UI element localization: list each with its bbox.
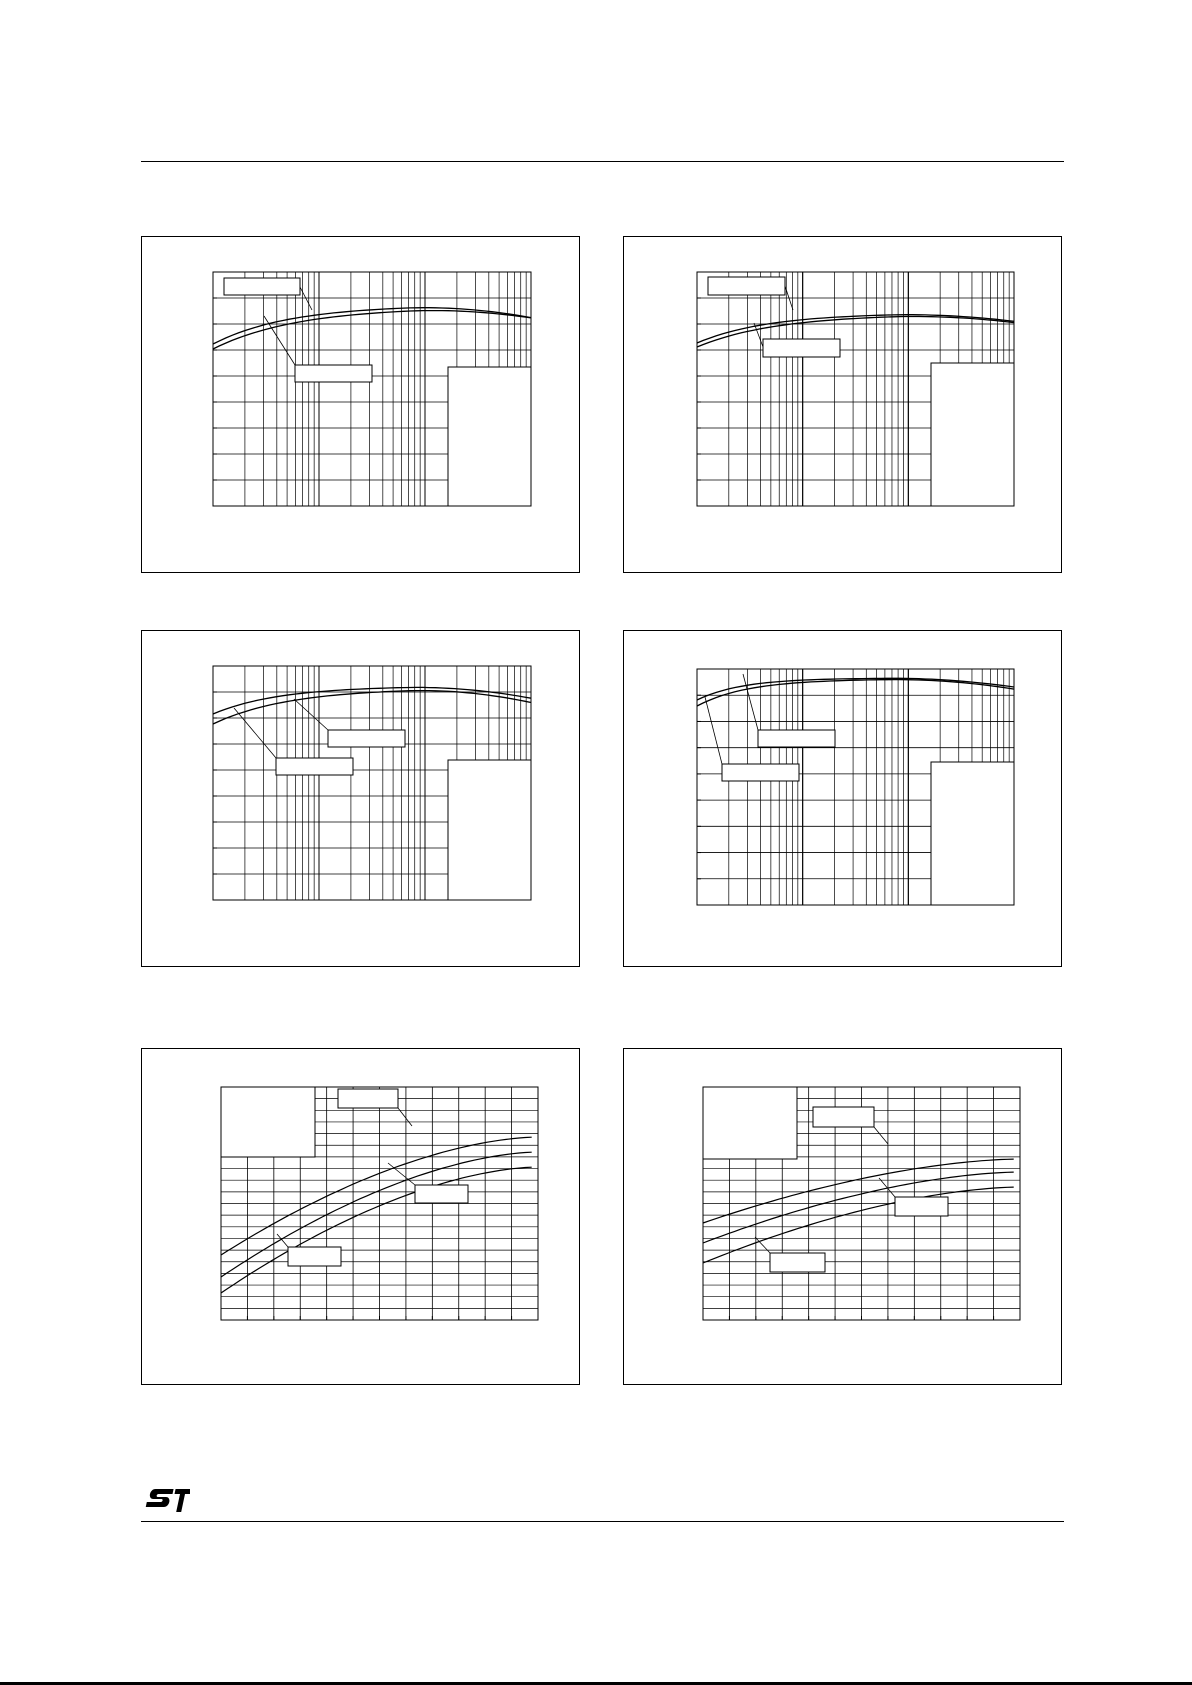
- st-logo: [144, 1487, 190, 1517]
- series-label-box-1: [338, 1089, 398, 1108]
- chart-panel-2: [623, 236, 1062, 573]
- series-label-box-1: [708, 277, 785, 295]
- header-rule: [141, 161, 1064, 162]
- legend-box: [931, 363, 1014, 506]
- chart-panel-4: [623, 630, 1062, 967]
- series-label-box-3: [288, 1247, 341, 1266]
- legend-box: [221, 1087, 315, 1157]
- legend-box: [448, 367, 531, 506]
- legend-box: [931, 762, 1014, 905]
- chart-panel-5: [141, 1048, 580, 1385]
- chart-panel-6: [623, 1048, 1062, 1385]
- series-label-box-3: [770, 1253, 825, 1272]
- series-label-box-2: [763, 339, 840, 357]
- footer-rule: [141, 1521, 1064, 1522]
- chart-panel-1: [141, 236, 580, 573]
- chart-6: [624, 1049, 1063, 1386]
- chart-3: [142, 631, 581, 968]
- series-label-box-2: [276, 758, 353, 775]
- series-label-box-1: [813, 1107, 874, 1127]
- series-label-box-1: [224, 278, 300, 295]
- chart-1: [142, 237, 581, 574]
- series-label-box-1: [758, 730, 835, 747]
- series-label-box-1: [328, 730, 405, 747]
- legend-box: [448, 760, 531, 900]
- chart-4: [624, 631, 1063, 968]
- series-label-box-2: [895, 1197, 948, 1216]
- legend-box: [703, 1087, 797, 1159]
- chart-2: [624, 237, 1063, 574]
- chart-5: [142, 1049, 581, 1386]
- series-label-box-2: [295, 365, 372, 382]
- series-label-box-2: [415, 1185, 468, 1203]
- chart-panel-3: [141, 630, 580, 967]
- series-label-box-2: [722, 764, 799, 781]
